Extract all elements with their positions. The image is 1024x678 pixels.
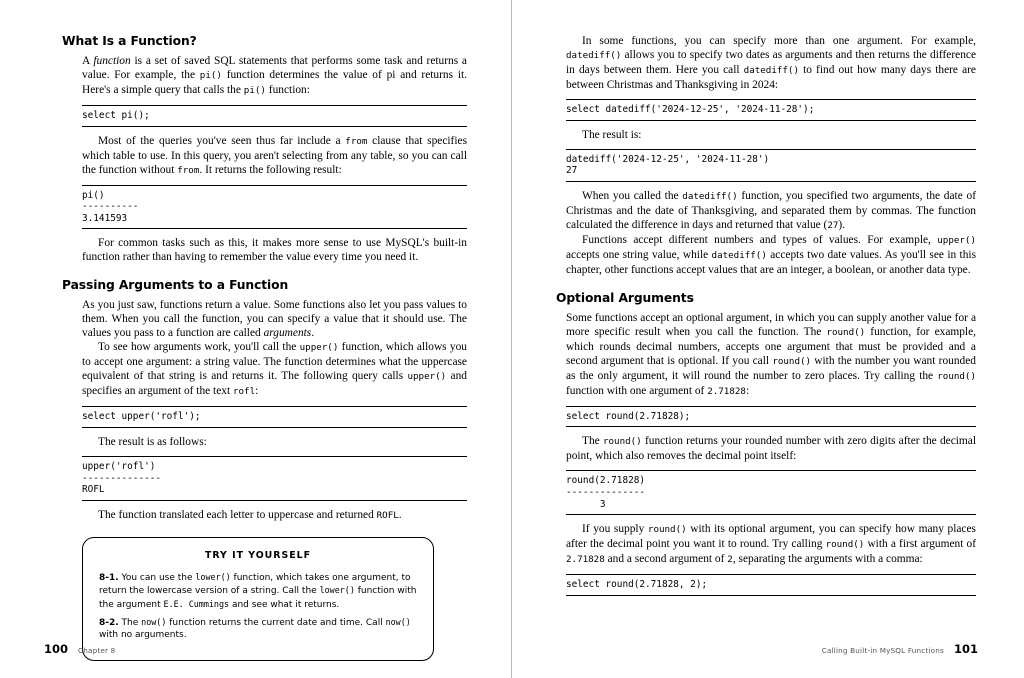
right-intro-body — [566, 34, 976, 277]
paragraph: Functions accept different numbers and types of values. For example, upper() accepts one string value, while datediff() accepts two date values. As you'll see in this chapter, other functions accept values that are an integer, a boolean, or another data type. — [566, 233, 977, 276]
code-line: select round(2.71828); — [566, 410, 691, 422]
code-line: select pi(); — [82, 110, 150, 121]
exercise-item: 8-2. The now() function returns the current date and time. Call now() with no arguments. — [99, 616, 411, 641]
code-block — [82, 105, 467, 127]
paragraph: For common tasks such as this, it makes more sense to use MySQL's built-in function rather than having to remember the value every time you need it. — [82, 237, 467, 264]
paragraph: The function translated each letter to uppercase and returned ROFL. — [98, 508, 402, 521]
paragraph: The round() function returns your rounded number with zero digits after the decimal point, which also removes the decimal point itself: — [566, 435, 976, 463]
code-line: round(2.71828) — [566, 475, 646, 487]
exercise-item: 8-1. You can use the lower() function, which takes one argument, to return the lowercase version of a string. Call the lower() function with the argument E.E. Cummings and see what it returns. — [99, 571, 417, 610]
exercise-number: 8-1. — [99, 572, 119, 583]
code-block — [82, 456, 467, 501]
code-line: 3 — [566, 498, 606, 510]
paragraph: Most of the queries you've seen thus far include a from clause that specifies which table to use. In this query, you aren't selecting from any table, so you can call the function without from. It returns the following result: — [82, 134, 467, 176]
code-block — [566, 574, 976, 596]
code-block — [566, 406, 976, 428]
try-it-yourself-box — [82, 537, 434, 661]
code-line: ROFL — [82, 484, 105, 496]
code-line: select upper('rofl'); — [82, 411, 201, 423]
heading-passing-arguments: Passing Arguments to a Function — [62, 278, 289, 293]
code-line: -------------- — [82, 472, 162, 484]
code-block — [566, 470, 976, 515]
running-head: Calling Built-in MySQL Functions — [821, 646, 944, 655]
page-number: 101 — [953, 642, 978, 656]
code-block — [82, 185, 467, 230]
paragraph: As you just saw, functions return a value. Some functions also let you pass values to them. When you call the function, you can specify a value that it should use. The values you pass to a function are called arguments. — [82, 299, 467, 340]
paragraph: A function is a set of saved SQL statements that performs some task and returns a value. For example, the pi() function determines the value of pi and returns it. Here's a simple query that calls the pi() function: — [82, 55, 467, 96]
code-line: 27 — [566, 165, 578, 177]
exercise-number: 8-2. — [99, 617, 119, 628]
left-page-footer — [44, 642, 115, 656]
code-block — [82, 406, 467, 428]
running-head: Chapter 8 — [78, 646, 116, 655]
code-line: 3.141593 — [82, 212, 128, 224]
right-page — [512, 0, 1024, 678]
left-section-1-body — [82, 54, 467, 264]
paragraph: If you supply round() with its optional argument, you can specify how many places after the decimal point you want it to round. Try calling round() with a first argument of 2.71828 and a second argument of 2, separating the arguments with a comma: — [566, 523, 976, 566]
try-it-yourself-title: TRY IT YOURSELF — [204, 549, 312, 561]
code-line: -------------- — [566, 486, 646, 498]
paragraph: The result is: — [582, 128, 642, 141]
paragraph: Some functions accept an optional argument, in which you can supply another value for a more specific result when you call the function. The round() function, for example, which rounds decimal numbers, accepts one argument that must be provided and a second argument that is optional. If you call round() with the number you want rounded as the only argument, it will round the number to zero places. Try calling the round() function with one argument of 2.71828: — [566, 311, 977, 397]
code-block — [566, 149, 976, 182]
code-block — [566, 99, 976, 121]
code-line: upper('rofl') — [82, 460, 156, 472]
code-line: datediff('2024-12-25', '2024-11-28') — [566, 153, 770, 165]
code-line: ---------- — [82, 201, 139, 213]
left-section-2-body — [82, 298, 467, 522]
code-line: select round(2.71828, 2); — [566, 579, 708, 591]
code-line: select datediff('2024-12-25', '2024-11-28'); — [566, 104, 815, 115]
paragraph: The result is as follows: — [98, 435, 207, 448]
right-page-footer — [822, 642, 978, 656]
heading-what-is-a-function: What Is a Function? — [62, 34, 197, 48]
heading-optional-arguments: Optional Arguments — [556, 290, 694, 305]
paragraph: To see how arguments work, you'll call the upper() function, which allows you to accept one argument: a string value. The function determines what the uppercase equivalent of that string is and returns it. The following query calls upper() and specifies an argument of the text rofl: — [82, 341, 468, 398]
paragraph: In some functions, you can specify more than one argument. For example, datediff() allows you to specify two dates as arguments and then returns the difference in days between them. Here you call datediff() to find out how many days there are between Christmas and Thanksgiving in 2024: — [566, 35, 976, 91]
page-number: 100 — [44, 642, 69, 656]
paragraph: When you called the datediff() function, you specified two arguments, the date of Christmas and the date of Thanksgiving, and separated them by commas. The function calculated the difference in days and returned that value (27). — [566, 189, 976, 231]
code-line: pi() — [82, 189, 105, 201]
right-section-body — [566, 311, 976, 596]
